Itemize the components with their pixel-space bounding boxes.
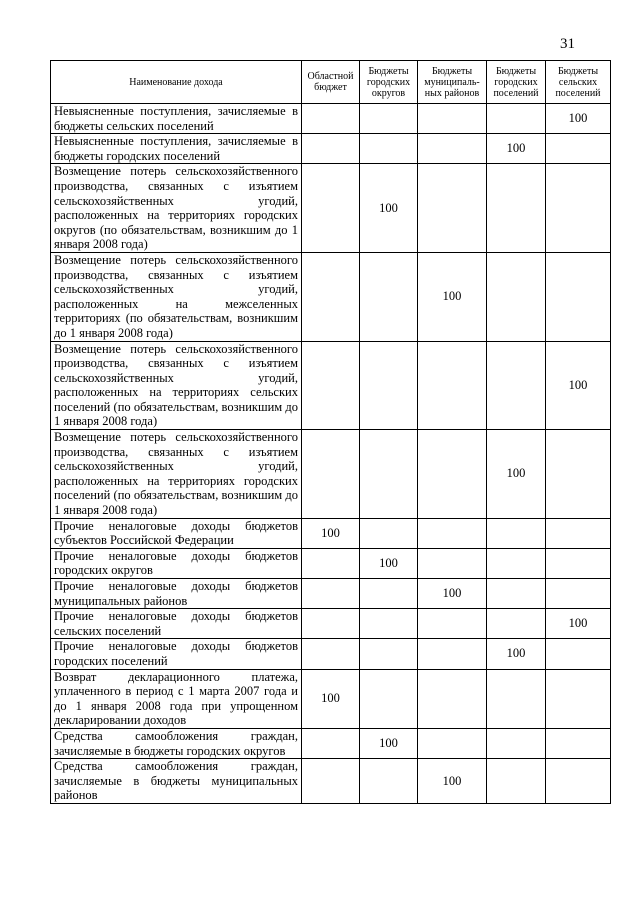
share-cell — [487, 669, 546, 728]
share-cell — [418, 104, 487, 134]
share-cell — [546, 548, 611, 578]
share-cell: 100 — [360, 728, 418, 758]
share-cell — [360, 609, 418, 639]
header-income-name: Наименование дохода — [51, 61, 302, 104]
share-cell — [546, 134, 611, 164]
header-regional-budget: Областной бюджет — [302, 61, 360, 104]
share-cell: 100 — [418, 252, 487, 341]
table-row — [51, 609, 611, 639]
income-name-cell: Возмещение потерь сельскохозяйственного производства, связанных с изъятием сельскохозяйственных угодий, расположенных на территориях сельских поселений (по обязательствам, возникшим до 1 января 2008 года) — [51, 341, 302, 430]
share-cell: 100 — [546, 609, 611, 639]
share-cell — [546, 579, 611, 609]
share-cell — [418, 728, 487, 758]
header-municipal-district-budgets: Бюджеты муниципаль-ных районов — [418, 61, 487, 104]
table-row — [51, 728, 611, 758]
table-row — [51, 759, 611, 804]
table-row — [51, 341, 611, 430]
share-cell — [487, 579, 546, 609]
share-cell — [360, 518, 418, 548]
income-name-cell: Невыясненные поступления, зачисляемые в бюджеты сельских поселений — [51, 104, 302, 134]
share-cell — [487, 104, 546, 134]
income-name-cell: Прочие неналоговые доходы бюджетов муниципальных районов — [51, 579, 302, 609]
income-distribution-table — [50, 60, 611, 804]
table-row — [51, 548, 611, 578]
table-body — [51, 104, 611, 804]
share-cell — [546, 669, 611, 728]
share-cell — [360, 134, 418, 164]
table-row — [51, 134, 611, 164]
share-cell — [360, 669, 418, 728]
table-row — [51, 639, 611, 669]
income-name-cell: Прочие неналоговые доходы бюджетов сельских поселений — [51, 609, 302, 639]
share-cell — [418, 341, 487, 430]
share-cell — [487, 252, 546, 341]
share-cell — [418, 639, 487, 669]
share-cell — [546, 639, 611, 669]
share-cell — [418, 609, 487, 639]
share-cell — [418, 134, 487, 164]
share-cell — [418, 518, 487, 548]
share-cell: 100 — [418, 759, 487, 804]
income-name-cell: Возмещение потерь сельскохозяйственного производства, связанных с изъятием сельскохозяйственных угодий, расположенных на территориях городских округов (по обязательствам, возникшим до 1 января 2008 года) — [51, 164, 302, 253]
table-row — [51, 430, 611, 519]
share-cell — [360, 430, 418, 519]
income-name-cell: Возмещение потерь сельскохозяйственного производства, связанных с изъятием сельскохозяйственных угодий, расположенных на межселенных территориях (по обязательствам, возникшим до 1 января 2008 года) — [51, 252, 302, 341]
share-cell: 100 — [302, 669, 360, 728]
share-cell — [546, 728, 611, 758]
share-cell — [487, 518, 546, 548]
share-cell — [302, 134, 360, 164]
share-cell: 100 — [360, 548, 418, 578]
table-row — [51, 518, 611, 548]
share-cell — [487, 759, 546, 804]
share-cell — [302, 164, 360, 253]
income-name-cell: Средства самообложения граждан, зачисляемые в бюджеты муниципальных районов — [51, 759, 302, 804]
share-cell — [360, 252, 418, 341]
share-cell — [360, 579, 418, 609]
share-cell — [546, 164, 611, 253]
share-cell — [360, 104, 418, 134]
income-name-cell: Прочие неналоговые доходы бюджетов городских поселений — [51, 639, 302, 669]
share-cell — [360, 341, 418, 430]
share-cell — [546, 430, 611, 519]
income-name-cell: Прочие неналоговые доходы бюджетов городских округов — [51, 548, 302, 578]
share-cell — [418, 164, 487, 253]
share-cell — [302, 104, 360, 134]
share-cell — [487, 341, 546, 430]
share-cell — [360, 639, 418, 669]
share-cell — [487, 728, 546, 758]
share-cell: 100 — [546, 104, 611, 134]
share-cell — [302, 639, 360, 669]
share-cell — [302, 341, 360, 430]
table-header-row — [51, 61, 611, 104]
share-cell: 100 — [487, 639, 546, 669]
share-cell — [302, 252, 360, 341]
share-cell — [546, 252, 611, 341]
table-row — [51, 252, 611, 341]
share-cell — [302, 579, 360, 609]
share-cell — [418, 548, 487, 578]
share-cell: 100 — [360, 164, 418, 253]
share-cell — [487, 609, 546, 639]
share-cell: 100 — [418, 579, 487, 609]
share-cell — [487, 164, 546, 253]
share-cell: 100 — [302, 518, 360, 548]
share-cell: 100 — [546, 341, 611, 430]
income-name-cell: Возмещение потерь сельскохозяйственного производства, связанных с изъятием сельскохозяйственных угодий, расположенных на территориях городских поселений (по обязательствам, возникшим до 1 января 2008 года) — [51, 430, 302, 519]
income-name-cell: Прочие неналоговые доходы бюджетов субъектов Российской Федерации — [51, 518, 302, 548]
share-cell — [360, 759, 418, 804]
share-cell — [418, 430, 487, 519]
table-row — [51, 164, 611, 253]
header-rural-settlement-budgets: Бюджеты сельских поселений — [546, 61, 611, 104]
income-name-cell: Невыясненные поступления, зачисляемые в бюджеты городских поселений — [51, 134, 302, 164]
share-cell — [546, 518, 611, 548]
share-cell — [546, 759, 611, 804]
share-cell — [302, 728, 360, 758]
share-cell — [302, 609, 360, 639]
table-row — [51, 669, 611, 728]
share-cell — [302, 430, 360, 519]
income-name-cell: Возврат декларационного платежа, уплаченного в период с 1 марта 2007 года и до 1 января 2008 года при упрощенном декларировании доходов — [51, 669, 302, 728]
share-cell — [418, 669, 487, 728]
share-cell: 100 — [487, 134, 546, 164]
share-cell — [302, 548, 360, 578]
share-cell — [302, 759, 360, 804]
table-row — [51, 104, 611, 134]
header-urban-settlement-budgets: Бюджеты городских поселений — [487, 61, 546, 104]
table-row — [51, 579, 611, 609]
page-number: 31 — [560, 36, 575, 52]
share-cell — [487, 548, 546, 578]
income-name-cell: Средства самообложения граждан, зачисляемые в бюджеты городских округов — [51, 728, 302, 758]
header-city-district-budgets: Бюджеты городских округов — [360, 61, 418, 104]
share-cell: 100 — [487, 430, 546, 519]
